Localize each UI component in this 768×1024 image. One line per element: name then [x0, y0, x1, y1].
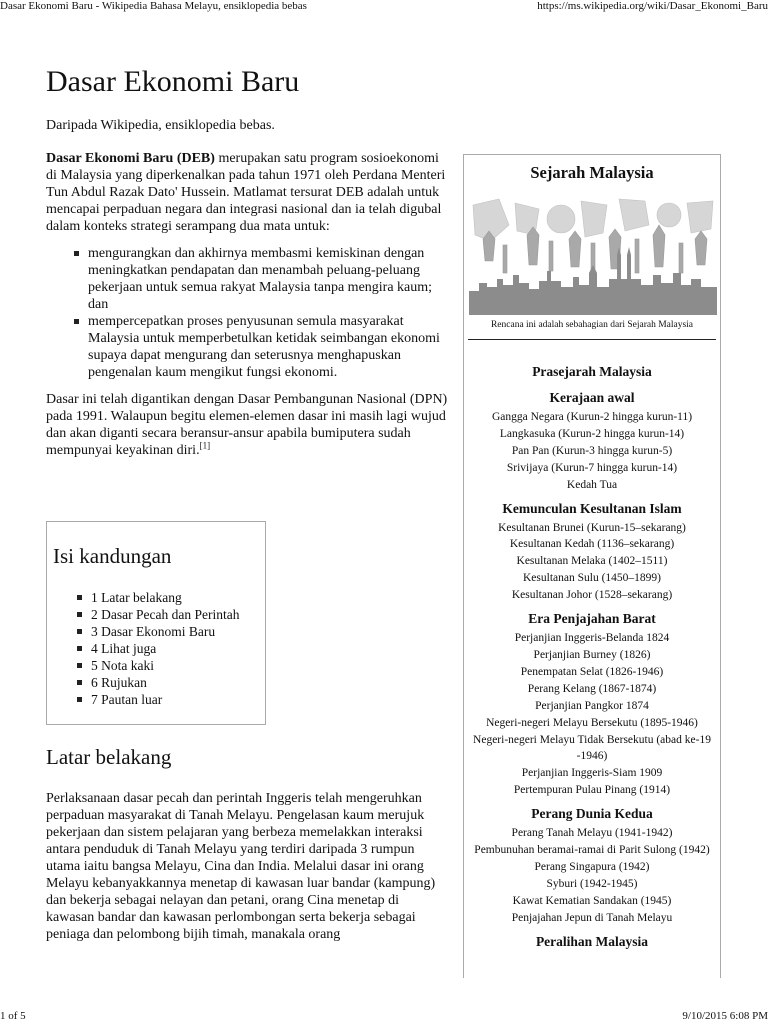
- infobox-link[interactable]: Srivijaya (Kurun-7 hingga kurun-14): [506, 461, 678, 474]
- infobox-link[interactable]: Syburi (1942-1945): [546, 877, 638, 890]
- list-item: mengurangkan dan akhirnya membasmi kemiskinan dengan meningkatkan pendapatan dan menambah peluang-peluang pekerjaan untuk semua rakyat Malaysia tanpa mengira kaum; dan: [88, 245, 450, 313]
- toc-item-dasar-ekonomi-baru[interactable]: 3 Dasar Ekonomi Baru: [77, 623, 239, 640]
- infobox-link[interactable]: Pertempuran Pulau Pinang (1914): [513, 784, 671, 797]
- infobox-sejarah-malaysia: [463, 154, 721, 978]
- infobox-title[interactable]: Sejarah Malaysia: [530, 163, 654, 182]
- infobox-link[interactable]: Perjanjian Inggeris-Belanda 1824: [514, 632, 670, 645]
- infobox-heading-peralihan-malaysia: Peralihan Malaysia: [535, 933, 649, 949]
- infobox-link[interactable]: Negeri-negeri Melayu Bersekutu (1895-1946): [486, 716, 698, 729]
- infobox-link[interactable]: Perang Kelang (1867-1874): [527, 682, 657, 695]
- article-intro: [46, 150, 450, 469]
- intro-bold-term: Dasar Ekonomi Baru (DEB): [46, 151, 215, 166]
- table-of-contents: [46, 521, 266, 725]
- print-header: [0, 0, 768, 14]
- strategy-list: [46, 245, 450, 381]
- toc-item-nota-kaki[interactable]: 5 Nota kaki: [77, 657, 239, 674]
- infobox-link[interactable]: Perjanjian Inggeris-Siam 1909: [521, 767, 663, 780]
- infobox-caption: Rencana ini adalah sebahagian dari Sejarah Malaysia: [490, 320, 694, 330]
- print-header-title: Dasar Ekonomi Baru - Wikipedia Bahasa Melayu, ensiklopedia bebas: [0, 0, 307, 12]
- infobox-link[interactable]: Perang Tanah Melayu (1941-1942): [511, 827, 673, 840]
- infobox-link[interactable]: Perang Singapura (1942): [534, 860, 650, 873]
- page-counter: 1 of 5: [0, 1010, 26, 1022]
- infobox-heading-kesultanan-islam: Kemunculan Kesultanan Islam: [502, 500, 682, 516]
- infobox-heading-kerajaan-awal: Kerajaan awal: [549, 390, 635, 405]
- replacement-paragraph: [46, 391, 450, 459]
- toc-list: [77, 589, 239, 708]
- infobox-link[interactable]: Negeri-negeri Melayu Tidak Bersekutu (abad ke-19 -1946): [473, 733, 711, 763]
- infobox-link[interactable]: Gangga Negara (Kurun-2 hingga kurun-11): [491, 411, 693, 423]
- toc-item-pautan-luar[interactable]: 7 Pautan luar: [77, 691, 239, 708]
- infobox-link[interactable]: Kedah Tua: [566, 478, 618, 491]
- infobox-link[interactable]: Kesultanan Melaka (1402–1511): [516, 555, 668, 568]
- list-item: mempercepatkan proses penyusunan semula masyarakat Malaysia untuk memperbetulkan ketidak seimbangan ekonomi supaya dapat mengurang dan seterusnya menghapuskan pengenalan kaum mengikut fungsi ekonomi.: [88, 313, 450, 381]
- infobox-heading-era-penjajahan-barat: Era Penjajahan Barat: [528, 611, 656, 627]
- infobox-sections: [464, 363, 720, 953]
- infobox-link[interactable]: Kawat Kematian Sandakan (1945): [512, 894, 672, 907]
- infobox-link[interactable]: Langkasuka (Kurun-2 hingga kurun-14): [499, 427, 685, 440]
- reference-link[interactable]: [1]: [199, 440, 211, 451]
- infobox-link[interactable]: Penempatan Selat (1826-1946): [520, 665, 664, 678]
- infobox-link[interactable]: Kesultanan Johor (1528–sekarang): [511, 589, 673, 602]
- print-timestamp: 9/10/2015 6:08 PM: [682, 1010, 768, 1022]
- toc-item-rujukan[interactable]: 6 Rujukan: [77, 674, 239, 691]
- intro-text: merupakan satu program sosioekonomi di Malaysia yang diperkenalkan pada tahun 1971 oleh Perdana Menteri Tun Abdul Razak Dato' Hussein. Matlamat tersurat DEB adalah untuk mencapai perpaduan negara dan integrasi nasional dan ia telah digubal dalam konteks strategi serampang dua mata untuk:: [46, 151, 446, 234]
- intro-paragraph: [46, 150, 450, 235]
- toc-item-dasar-pecah-dan-perintah[interactable]: 2 Dasar Pecah dan Perintah: [77, 606, 239, 623]
- section-heading-latar-belakang: Latar belakang: [46, 745, 172, 769]
- infobox-link[interactable]: Penjajahan Jepun di Tanah Melayu: [511, 911, 673, 924]
- infobox-link[interactable]: Perjanjian Burney (1826): [533, 648, 651, 661]
- infobox-link[interactable]: Pembunuhan beramai-ramai di Parit Sulong (1942): [474, 844, 710, 857]
- toc-item-latar-belakang[interactable]: 1 Latar belakang: [77, 589, 239, 606]
- infobox-link[interactable]: Kesultanan Kedah (1136–sekarang): [509, 538, 675, 551]
- toc-item-lihat-juga[interactable]: 4 Lihat juga: [77, 640, 239, 657]
- infobox-link[interactable]: Pan Pan (Kurun-3 hingga kurun-5): [511, 444, 673, 457]
- from-wikipedia-tagline: Daripada Wikipedia, ensiklopedia bebas.: [46, 118, 275, 133]
- infobox-heading-prasejarah[interactable]: Prasejarah Malaysia: [532, 364, 652, 379]
- infobox-link[interactable]: Perjanjian Pangkor 1874: [535, 699, 649, 712]
- page-title: Dasar Ekonomi Baru: [46, 65, 300, 98]
- infobox-link[interactable]: Kesultanan Sulu (1450–1899): [523, 572, 661, 585]
- print-header-url[interactable]: https://ms.wikipedia.org/wiki/Dasar_Ekonomi_Baru: [537, 0, 768, 12]
- infobox-divider: [468, 339, 716, 340]
- print-footer: [0, 1010, 768, 1024]
- infobox-link[interactable]: Kesultanan Brunei (Kurun-15–sekarang): [498, 521, 686, 534]
- replacement-text: Dasar ini telah digantikan dengan Dasar Pembangunan Nasional (DPN) pada 1991. Walaupun begitu elemen-elemen dasar ini masih lagi wujud dan akan diganti secara beransur-ansur apabila bumiputera sudah mempunyai keyakinan diri.: [46, 392, 448, 458]
- history-collage-image[interactable]: [469, 195, 717, 315]
- toc-title: Isi kandungan: [53, 544, 172, 568]
- infobox-heading-perang-dunia-kedua: Perang Dunia Kedua: [531, 806, 653, 822]
- section-paragraph: Perlaksanaan dasar pecah dan perintah Inggeris telah mengeruhkan perpaduan masyarakat di Tanah Melayu. Pengelasan kaum merujuk pekerjaan dan sistem pelajaran yang berbeza memelakkan interaksi antara penduduk di Tanah Melayu yang terdiri daripada 3 rumpun utama iaitu bangsa Melayu, Cina dan India. Melalui dasar ini orang Melayu kebanyakkannya menetap di kawasan luar bandar (kampung) dan bekerja sebagai nelayan dan petani, orang Cina menetap di kawasan bandar dan kawasan perlombongan serta bekerja sebagai peniaga dan pelombong bijih timah, manakala orang: [46, 791, 436, 942]
